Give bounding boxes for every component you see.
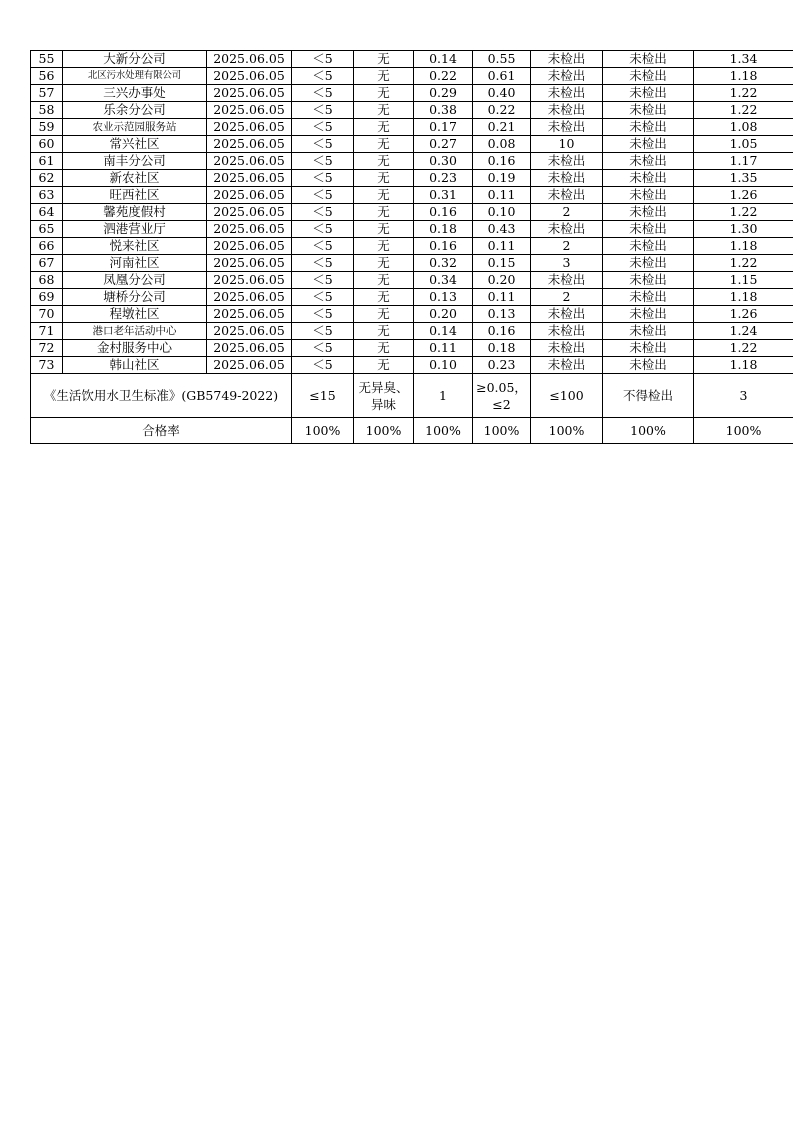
- standard-c3: ≤100: [531, 374, 603, 418]
- odor-value: 无: [354, 102, 414, 119]
- table-row: [31, 85, 793, 102]
- pass-rate-c2: 100%: [473, 418, 531, 444]
- value-col-1: 0.20: [414, 306, 473, 323]
- turbidity-value: ＜5: [292, 170, 354, 187]
- site-name: 新农社区: [63, 170, 207, 187]
- value-col-4: 未检出: [603, 153, 694, 170]
- value-col-2: 0.11: [473, 187, 531, 204]
- turbidity-value: ＜5: [292, 187, 354, 204]
- pass-rate-row: [31, 418, 793, 444]
- standard-c4: 不得检出: [603, 374, 694, 418]
- value-col-1: 0.22: [414, 68, 473, 85]
- value-col-2: 0.08: [473, 136, 531, 153]
- row-number: 65: [31, 221, 63, 238]
- value-col-2: 0.55: [473, 51, 531, 68]
- value-col-5: 1.15: [694, 272, 793, 289]
- table-row: [31, 153, 793, 170]
- turbidity-value: ＜5: [292, 204, 354, 221]
- sample-date: 2025.06.05: [207, 272, 292, 289]
- table-row: [31, 357, 793, 374]
- pass-rate-odor: 100%: [354, 418, 414, 444]
- value-col-2: 0.40: [473, 85, 531, 102]
- value-col-2: 0.10: [473, 204, 531, 221]
- value-col-5: 1.26: [694, 187, 793, 204]
- sample-date: 2025.06.05: [207, 204, 292, 221]
- table-row: [31, 306, 793, 323]
- value-col-5: 1.22: [694, 204, 793, 221]
- odor-value: 无: [354, 153, 414, 170]
- value-col-5: 1.24: [694, 323, 793, 340]
- odor-value: 无: [354, 221, 414, 238]
- value-col-4: 未检出: [603, 136, 694, 153]
- turbidity-value: ＜5: [292, 340, 354, 357]
- value-col-5: 1.18: [694, 289, 793, 306]
- table-row: [31, 323, 793, 340]
- pass-rate-c1: 100%: [414, 418, 473, 444]
- row-number: 63: [31, 187, 63, 204]
- value-col-5: 1.18: [694, 357, 793, 374]
- odor-value: 无: [354, 323, 414, 340]
- value-col-3: 2: [531, 289, 603, 306]
- sample-date: 2025.06.05: [207, 323, 292, 340]
- value-col-4: 未检出: [603, 51, 694, 68]
- value-col-2: 0.16: [473, 153, 531, 170]
- value-col-2: 0.13: [473, 306, 531, 323]
- row-number: 62: [31, 170, 63, 187]
- value-col-3: 未检出: [531, 357, 603, 374]
- value-col-1: 0.34: [414, 272, 473, 289]
- odor-value: 无: [354, 187, 414, 204]
- turbidity-value: ＜5: [292, 306, 354, 323]
- turbidity-value: ＜5: [292, 221, 354, 238]
- table-row: [31, 204, 793, 221]
- table-row: [31, 170, 793, 187]
- value-col-3: 未检出: [531, 306, 603, 323]
- row-number: 59: [31, 119, 63, 136]
- value-col-5: 1.22: [694, 102, 793, 119]
- value-col-5: 1.35: [694, 170, 793, 187]
- site-name: 程墩社区: [63, 306, 207, 323]
- value-col-1: 0.16: [414, 238, 473, 255]
- turbidity-value: ＜5: [292, 153, 354, 170]
- site-name: 旺西社区: [63, 187, 207, 204]
- value-col-1: 0.13: [414, 289, 473, 306]
- value-col-3: 未检出: [531, 221, 603, 238]
- sample-date: 2025.06.05: [207, 357, 292, 374]
- odor-value: 无: [354, 51, 414, 68]
- value-col-2: 0.22: [473, 102, 531, 119]
- pass-rate-c5: 100%: [694, 418, 793, 444]
- turbidity-value: ＜5: [292, 68, 354, 85]
- pass-rate-label: 合格率: [31, 418, 292, 444]
- table-row: [31, 238, 793, 255]
- odor-value: 无: [354, 357, 414, 374]
- table-row: [31, 289, 793, 306]
- site-name: 南丰分公司: [63, 153, 207, 170]
- odor-value: 无: [354, 170, 414, 187]
- value-col-3: 未检出: [531, 187, 603, 204]
- value-col-2: 0.43: [473, 221, 531, 238]
- row-number: 60: [31, 136, 63, 153]
- row-number: 68: [31, 272, 63, 289]
- value-col-3: 3: [531, 255, 603, 272]
- odor-value: 无: [354, 119, 414, 136]
- row-number: 57: [31, 85, 63, 102]
- turbidity-value: ＜5: [292, 102, 354, 119]
- row-number: 55: [31, 51, 63, 68]
- value-col-2: 0.23: [473, 357, 531, 374]
- value-col-3: 未检出: [531, 119, 603, 136]
- value-col-5: 1.05: [694, 136, 793, 153]
- sample-date: 2025.06.05: [207, 221, 292, 238]
- pass-rate-turbidity: 100%: [292, 418, 354, 444]
- value-col-2: 0.11: [473, 289, 531, 306]
- value-col-1: 0.11: [414, 340, 473, 357]
- row-number: 58: [31, 102, 63, 119]
- value-col-4: 未检出: [603, 255, 694, 272]
- odor-value: 无: [354, 272, 414, 289]
- value-col-1: 0.16: [414, 204, 473, 221]
- value-col-2: 0.16: [473, 323, 531, 340]
- value-col-5: 1.18: [694, 238, 793, 255]
- table-row: [31, 119, 793, 136]
- turbidity-value: ＜5: [292, 289, 354, 306]
- table-row: [31, 68, 793, 85]
- value-col-2: 0.21: [473, 119, 531, 136]
- turbidity-value: ＜5: [292, 51, 354, 68]
- turbidity-value: ＜5: [292, 357, 354, 374]
- site-name: 韩山社区: [63, 357, 207, 374]
- value-col-2: 0.19: [473, 170, 531, 187]
- value-col-4: 未检出: [603, 102, 694, 119]
- sample-date: 2025.06.05: [207, 187, 292, 204]
- sample-date: 2025.06.05: [207, 289, 292, 306]
- value-col-2: 0.11: [473, 238, 531, 255]
- value-col-1: 0.23: [414, 170, 473, 187]
- site-name: 港口老年活动中心: [63, 323, 207, 340]
- value-col-4: 未检出: [603, 85, 694, 102]
- sample-date: 2025.06.05: [207, 119, 292, 136]
- turbidity-value: ＜5: [292, 85, 354, 102]
- row-number: 73: [31, 357, 63, 374]
- sample-date: 2025.06.05: [207, 136, 292, 153]
- value-col-4: 未检出: [603, 340, 694, 357]
- value-col-3: 未检出: [531, 153, 603, 170]
- row-number: 71: [31, 323, 63, 340]
- value-col-5: 1.17: [694, 153, 793, 170]
- standard-c2: ≥0.05，≤2: [473, 374, 531, 418]
- table-row: [31, 272, 793, 289]
- odor-value: 无: [354, 289, 414, 306]
- odor-value: 无: [354, 136, 414, 153]
- odor-value: 无: [354, 85, 414, 102]
- site-name: 三兴办事处: [63, 85, 207, 102]
- pass-rate-c4: 100%: [603, 418, 694, 444]
- value-col-1: 0.31: [414, 187, 473, 204]
- table-row: [31, 340, 793, 357]
- row-number: 61: [31, 153, 63, 170]
- value-col-5: 1.22: [694, 255, 793, 272]
- value-col-4: 未检出: [603, 204, 694, 221]
- odor-value: 无: [354, 306, 414, 323]
- value-col-4: 未检出: [603, 272, 694, 289]
- value-col-1: 0.29: [414, 85, 473, 102]
- value-col-2: 0.18: [473, 340, 531, 357]
- standard-turbidity: ≤15: [292, 374, 354, 418]
- site-name: 馨苑度假村: [63, 204, 207, 221]
- table-row: [31, 221, 793, 238]
- site-name: 农业示范园服务站: [63, 119, 207, 136]
- site-name: 常兴社区: [63, 136, 207, 153]
- value-col-3: 未检出: [531, 102, 603, 119]
- odor-value: 无: [354, 238, 414, 255]
- value-col-5: 1.08: [694, 119, 793, 136]
- value-col-1: 0.38: [414, 102, 473, 119]
- value-col-3: 2: [531, 238, 603, 255]
- value-col-1: 0.32: [414, 255, 473, 272]
- value-col-1: 0.30: [414, 153, 473, 170]
- odor-value: 无: [354, 204, 414, 221]
- value-col-4: 未检出: [603, 119, 694, 136]
- value-col-5: 1.26: [694, 306, 793, 323]
- sample-date: 2025.06.05: [207, 170, 292, 187]
- value-col-5: 1.34: [694, 51, 793, 68]
- sample-date: 2025.06.05: [207, 68, 292, 85]
- value-col-4: 未检出: [603, 187, 694, 204]
- site-name: 乐余分公司: [63, 102, 207, 119]
- value-col-1: 0.14: [414, 51, 473, 68]
- standard-c1: 1: [414, 374, 473, 418]
- table-row: [31, 136, 793, 153]
- row-number: 70: [31, 306, 63, 323]
- value-col-3: 未检出: [531, 68, 603, 85]
- table-row: [31, 51, 793, 68]
- row-number: 56: [31, 68, 63, 85]
- table-row: [31, 187, 793, 204]
- value-col-4: 未检出: [603, 306, 694, 323]
- value-col-3: 10: [531, 136, 603, 153]
- value-col-4: 未检出: [603, 170, 694, 187]
- value-col-4: 未检出: [603, 323, 694, 340]
- value-col-4: 未检出: [603, 68, 694, 85]
- standard-c5: 3: [694, 374, 793, 418]
- sample-date: 2025.06.05: [207, 255, 292, 272]
- value-col-1: 0.18: [414, 221, 473, 238]
- table-body: [31, 51, 793, 444]
- site-name: 金村服务中心: [63, 340, 207, 357]
- row-number: 64: [31, 204, 63, 221]
- turbidity-value: ＜5: [292, 323, 354, 340]
- sample-date: 2025.06.05: [207, 153, 292, 170]
- value-col-4: 未检出: [603, 221, 694, 238]
- sample-date: 2025.06.05: [207, 102, 292, 119]
- value-col-3: 2: [531, 204, 603, 221]
- turbidity-value: ＜5: [292, 238, 354, 255]
- value-col-3: 未检出: [531, 85, 603, 102]
- value-col-5: 1.22: [694, 85, 793, 102]
- row-number: 66: [31, 238, 63, 255]
- value-col-1: 0.14: [414, 323, 473, 340]
- water-quality-table: [30, 50, 793, 444]
- standard-row: [31, 374, 793, 418]
- value-col-3: 未检出: [531, 323, 603, 340]
- value-col-4: 未检出: [603, 289, 694, 306]
- sample-date: 2025.06.05: [207, 238, 292, 255]
- pass-rate-c3: 100%: [531, 418, 603, 444]
- row-number: 67: [31, 255, 63, 272]
- site-name: 塘桥分公司: [63, 289, 207, 306]
- sample-date: 2025.06.05: [207, 51, 292, 68]
- sample-date: 2025.06.05: [207, 306, 292, 323]
- standard-odor: 无异臭、异味: [354, 374, 414, 418]
- value-col-3: 未检出: [531, 272, 603, 289]
- value-col-4: 未检出: [603, 357, 694, 374]
- value-col-1: 0.17: [414, 119, 473, 136]
- value-col-1: 0.27: [414, 136, 473, 153]
- odor-value: 无: [354, 68, 414, 85]
- value-col-3: 未检出: [531, 51, 603, 68]
- site-name: 大新分公司: [63, 51, 207, 68]
- sample-date: 2025.06.05: [207, 85, 292, 102]
- site-name: 泗港营业厅: [63, 221, 207, 238]
- value-col-2: 0.15: [473, 255, 531, 272]
- turbidity-value: ＜5: [292, 136, 354, 153]
- turbidity-value: ＜5: [292, 119, 354, 136]
- value-col-5: 1.30: [694, 221, 793, 238]
- value-col-3: 未检出: [531, 170, 603, 187]
- value-col-5: 1.18: [694, 68, 793, 85]
- standard-label: 《生活饮用水卫生标准》(GB5749-2022): [31, 374, 292, 418]
- turbidity-value: ＜5: [292, 255, 354, 272]
- turbidity-value: ＜5: [292, 272, 354, 289]
- value-col-4: 未检出: [603, 238, 694, 255]
- site-name: 河南社区: [63, 255, 207, 272]
- row-number: 72: [31, 340, 63, 357]
- table-row: [31, 102, 793, 119]
- row-number: 69: [31, 289, 63, 306]
- odor-value: 无: [354, 255, 414, 272]
- sample-date: 2025.06.05: [207, 340, 292, 357]
- table-row: [31, 255, 793, 272]
- value-col-2: 0.61: [473, 68, 531, 85]
- site-name: 北区污水处理有限公司: [63, 68, 207, 85]
- value-col-5: 1.22: [694, 340, 793, 357]
- value-col-2: 0.20: [473, 272, 531, 289]
- value-col-1: 0.10: [414, 357, 473, 374]
- value-col-3: 未检出: [531, 340, 603, 357]
- site-name: 凤凰分公司: [63, 272, 207, 289]
- odor-value: 无: [354, 340, 414, 357]
- site-name: 悦来社区: [63, 238, 207, 255]
